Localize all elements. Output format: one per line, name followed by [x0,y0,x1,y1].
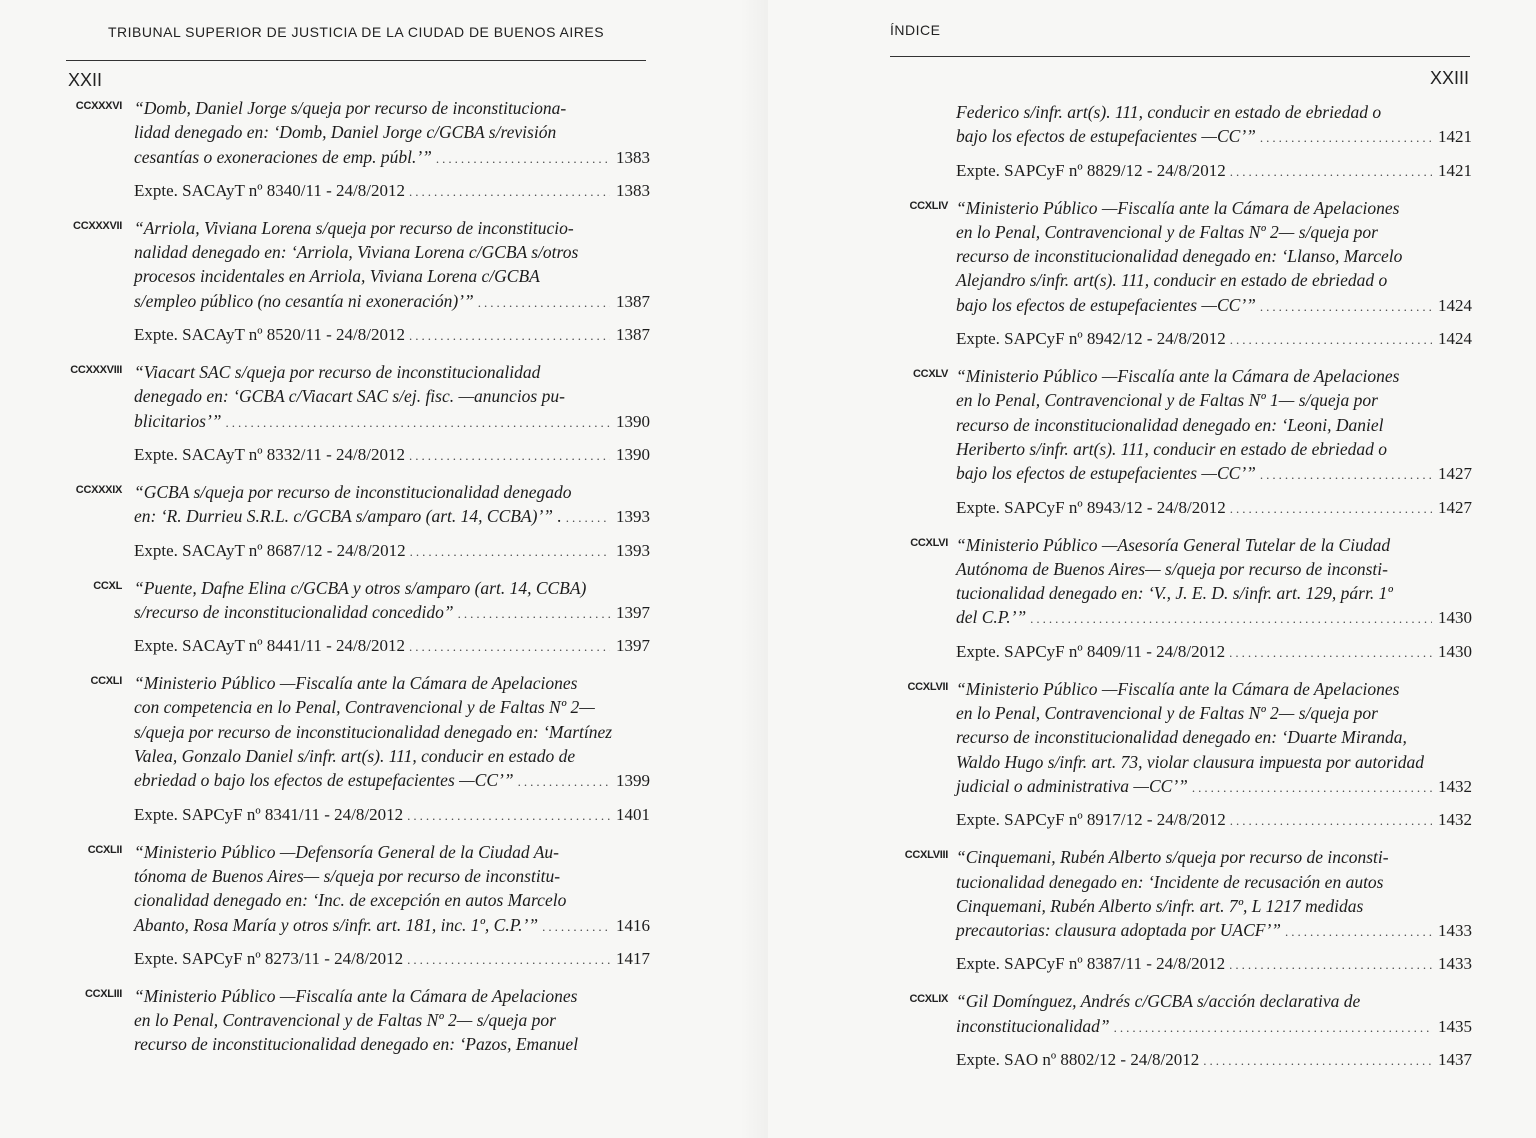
entry-title-line: “Ministerio Público —Fiscalía ante la Cámara de Apelaciones [956,366,1400,387]
entry-title-last-line [956,605,1472,631]
entry-spacer [894,184,1472,196]
entry-title-line: Federico s/infr. art(s). 111, conducir en estado de ebriedad o [956,102,1382,122]
entry-title-line: s/queja por recurso de inconstitucionalidad denegado en: ‘Martínez [134,721,613,742]
entry-title-line: procesos incidentales en Arriola, Viviana Lorena c/GCBA [134,266,540,287]
dot-leader [1230,497,1432,521]
entry-title-line: “Cinquemani, Rubén Alberto s/queja por recurso de inconsti- [956,847,1389,868]
entry-title-last-line [956,461,1472,487]
entry-title [134,671,650,794]
entry-title-last-text: blicitarios’” [134,410,222,431]
entry-spacer [66,1057,650,1069]
entry-title-line: “GCBA s/queja por recurso de inconstitucionalidad denegado [134,481,572,502]
entry-title-last-text: en: ‘R. Durrieu S.R.L. c/GCBA s/amparo (art. 14, CCBA)’” . [134,506,562,527]
entry-title-last-line [134,289,650,315]
expte-line [134,803,650,828]
expte-reference [134,539,650,564]
index-entry [66,671,650,827]
entry-title-last-text: del C.P.’” [956,607,1027,628]
dot-leader [1114,1016,1432,1040]
header-rule-left [66,60,646,61]
expte-text: Expte. SAPCyF nº 8942/12 - 24/8/2012 [956,329,1226,349]
dot-leader [1192,776,1432,800]
expte-page-number: 1397 [616,636,650,656]
expte-reference [134,947,650,972]
expte-line [956,327,1472,352]
entry-title [134,480,650,531]
entry-spacer [66,564,650,576]
entry-title-last-text: bajo los efectos de estupefacientes —CC’” [956,126,1256,147]
expte-text: Expte. SAPCyF nº 8409/11 - 24/8/2012 [956,641,1226,661]
entry-title-last-page-number: 1390 [616,411,650,431]
expte-line [134,179,650,204]
entry-title-line: “Puente, Dafne Elina c/GCBA y otros s/amparo (art. 14, CCBA) [134,577,587,598]
entry-title [956,845,1472,944]
entry-roman-numeral: CCXLVIII [904,849,948,862]
expte-text: Expte. SAO nº 8802/12 - 24/8/2012 [956,1050,1200,1070]
expte-text: Expte. SAPCyF nº 8387/11 - 24/8/2012 [956,954,1226,974]
entry-title-line: en lo Penal, Contravencional y de Faltas Nº 2— s/queja por [134,1010,556,1031]
expte-text: Expte. SACAyT nº 8441/11 - 24/8/2012 [134,636,405,656]
dot-leader [1285,920,1432,944]
dot-leader [409,635,610,659]
expte-line [134,323,650,348]
entry-roman-numeral: CCXLIV [909,199,948,212]
entry-title [134,984,650,1057]
entry-title-line: cionalidad denegado en: ‘Inc. de excepción en autos Marcelo [134,890,567,911]
entry-roman-numeral: CCXXXVIII [70,364,122,377]
index-entry [894,677,1472,833]
dot-leader [1203,1049,1432,1073]
expte-page-number: 1430 [1438,641,1472,661]
entry-title-last-page-number: 1387 [616,291,650,311]
entry-title-last-page-number: 1432 [1438,776,1472,796]
dot-leader [478,291,610,315]
entry-title-line: “Ministerio Público —Fiscalía ante la Cámara de Apelaciones [956,197,1400,218]
expte-line [134,947,650,972]
index-entries-left [66,96,650,1069]
index-entry [66,480,650,564]
expte-page-number: 1387 [616,325,650,345]
expte-text: Expte. SAPCyF nº 8273/11 - 24/8/2012 [134,948,404,968]
dot-leader [409,180,610,204]
page-number-left: XXII [68,70,103,90]
entry-title-line: tucionalidad denegado en: ‘Incidente de recusación en autos [956,871,1384,892]
entry-roman-numeral: CCXXXVI [75,100,122,112]
expte-line [956,640,1472,665]
entry-title-last-line [956,293,1472,319]
entry-title-last-line [956,1014,1472,1040]
expte-reference [134,323,650,348]
expte-line [956,496,1472,521]
entry-title [134,840,650,939]
entry-roman-numeral: CCXXXIX [75,483,122,496]
entry-title [956,533,1472,632]
expte-text: Expte. SACAyT nº 8340/11 - 24/8/2012 [134,180,405,200]
entry-title-line: Valea, Gonzalo Daniel s/infr. art(s). 111, conducir en estado de [134,746,576,767]
expte-reference [956,496,1472,521]
entry-spacer [894,665,1472,677]
expte-page-number: 1417 [616,948,650,968]
index-entry [66,96,650,204]
entry-roman-numeral: CCXLII [87,843,122,856]
entry-title-last-line [956,918,1472,944]
entry-spacer [894,977,1472,989]
expte-page-number: 1437 [1438,1050,1472,1070]
entry-title-line: con competencia en lo Penal, Contravencional y de Faltas Nº 2— [134,697,595,718]
entry-roman-numeral: CCXLIII [84,987,122,1000]
dot-leader [1260,295,1432,319]
entry-title-last-text: bajo los efectos de estupefacientes —CC’” [956,463,1256,484]
expte-line [956,952,1472,977]
expte-text: Expte. SACAyT nº 8687/12 - 24/8/2012 [134,540,406,560]
entry-title-last-text: s/recurso de inconstitucionalidad concedido” [134,601,454,622]
entry-roman-numeral: CCXL [93,579,122,592]
entry-spacer [66,659,650,671]
expte-reference [956,808,1472,833]
expte-page-number: 1390 [616,444,650,464]
entry-roman-numeral: CCXLIX [909,993,948,1006]
entry-title-line: recurso de inconstitucionalidad denegado en: ‘Duarte Miranda, [956,727,1407,748]
index-entry [66,360,650,468]
expte-line [134,539,650,564]
expte-line [956,159,1472,184]
entry-title-line: “Ministerio Público —Defensoría General de la Ciudad Au- [134,841,559,862]
entry-title [134,576,650,627]
entry-roman-numeral: CCXLVI [910,536,948,549]
entry-title-line: nalidad denegado en: ‘Arriola, Viviana Lorena c/GCBA s/otros [134,242,579,263]
entry-title-last-page-number: 1433 [1438,921,1472,941]
entry-title-line: “Ministerio Público —Fiscalía ante la Cámara de Apelaciones [134,673,578,694]
entry-spacer [894,521,1472,533]
entry-title-line: recurso de inconstitucionalidad denegado en: ‘Leoni, Daniel [956,414,1384,435]
entry-title-last-line [134,145,650,171]
expte-reference [134,443,650,468]
index-entries-right [894,100,1472,1085]
expte-line [134,443,650,468]
entry-title [956,989,1472,1040]
expte-page-number: 1383 [616,180,650,200]
entry-title-last-line [134,768,650,794]
dot-leader [407,804,610,828]
entry-title-last-page-number: 1435 [1438,1016,1472,1036]
entry-title-line: “Arriola, Viviana Lorena s/queja por recurso de inconstitucio- [134,217,574,238]
running-header-right: ÍNDICE [890,22,941,38]
entry-spacer [66,468,650,480]
entry-title-line: en lo Penal, Contravencional y de Faltas Nº 2— s/queja por [956,221,1378,242]
entry-roman-numeral: CCXXXVII [73,219,122,232]
entry-title-last-text: s/empleo público (no cesantía ni exoneración)’” [134,290,474,311]
dot-leader [1230,328,1432,352]
entry-title-last-page-number: 1421 [1438,127,1472,147]
index-entry [894,196,1472,352]
entry-title-line: “Ministerio Público —Fiscalía ante la Cámara de Apelaciones [134,985,578,1006]
expte-page-number: 1393 [616,540,650,560]
entry-title-line: Heriberto s/infr. art(s). 111, conducir en estado de ebriedad o [956,438,1387,459]
entry-title-last-page-number: 1430 [1438,608,1472,628]
dot-leader [566,506,610,530]
entry-title-last-text: precautorias: clausura adoptada por UACF’” [956,920,1282,941]
entry-spacer [66,828,650,840]
entry-title-last-text: Abanto, Rosa María y otros s/infr. art. 181, inc. 1º, C.P.’” [134,914,539,935]
entry-title-last-page-number: 1383 [616,147,650,167]
entry-title-last-page-number: 1424 [1438,295,1472,315]
entry-title-last-text: judicial o administrativa —CC’” [956,775,1188,796]
expte-page-number: 1424 [1438,329,1472,349]
entry-title [956,196,1472,319]
expte-text: Expte. SACAyT nº 8520/11 - 24/8/2012 [134,325,405,345]
expte-reference [956,640,1472,665]
entry-title-last-text: inconstitucionalidad” [956,1015,1110,1036]
entry-title [956,100,1472,151]
dot-leader [407,948,610,972]
expte-reference [134,634,650,659]
entry-title-line: en lo Penal, Contravencional y de Faltas Nº 2— s/queja por [956,703,1378,724]
entry-title-line: recurso de inconstitucionalidad denegado en: ‘Pazos, Emanuel [134,1034,579,1055]
expte-line [134,634,650,659]
right-page [768,0,1536,1138]
entry-title-last-page-number: 1427 [1438,464,1472,484]
entry-title-line: Cinquemani, Rubén Alberto s/infr. art. 7º, L 1217 medidas [956,895,1364,916]
entry-roman-numeral: CCXLVII [907,680,948,693]
expte-line [956,1048,1472,1073]
dot-leader [1230,809,1432,833]
entry-title-last-page-number: 1393 [616,507,650,527]
dot-leader [458,602,610,626]
entry-title [956,677,1472,800]
entry-title-line: recurso de inconstitucionalidad denegado en: ‘Llanso, Marcelo [956,246,1403,267]
index-entry [66,576,650,660]
entry-title-line: “Ministerio Público —Asesoría General Tutelar de la Ciudad [956,534,1391,555]
dot-leader [1229,641,1432,665]
entry-title-last-line [956,774,1472,800]
entry-spacer [66,972,650,984]
expte-text: Expte. SAPCyF nº 8943/12 - 24/8/2012 [956,497,1226,517]
entry-title-line: denegado en: ‘GCBA c/Viacart SAC s/ej. fisc. —anuncios pu- [134,386,565,407]
entry-title-last-line [134,409,650,435]
page-number-right: XXIII [1430,68,1470,88]
expte-reference [956,952,1472,977]
dot-leader [1030,607,1432,631]
entry-title-last-line [134,913,650,939]
expte-page-number: 1432 [1438,810,1472,830]
dot-leader [518,770,610,794]
entry-title-line: Autónoma de Buenos Aires— s/queja por recurso de inconsti- [956,558,1388,579]
entry-title-line: tucionalidad denegado en: ‘V., J. E. D. s/infr. art. 129, párr. 1º [956,583,1393,604]
entry-roman-numeral: CCXLI [90,675,122,688]
entry-title-last-page-number: 1397 [616,602,650,622]
index-entry [894,989,1472,1073]
entry-spacer [894,352,1472,364]
expte-text: Expte. SACAyT nº 8332/11 - 24/8/2012 [134,444,405,464]
index-entry [894,845,1472,977]
expte-line [956,808,1472,833]
entry-title-last-page-number: 1416 [616,915,650,935]
dot-leader [1260,463,1432,487]
expte-page-number: 1427 [1438,497,1472,517]
index-entry [894,364,1472,520]
expte-reference [134,179,650,204]
index-entry [66,984,650,1057]
dot-leader [409,444,610,468]
entry-title-last-text: cesantías o exoneraciones de emp. públ.’” [134,146,432,167]
header-rule-right [890,56,1470,57]
expte-page-number: 1421 [1438,160,1472,180]
index-entry [66,840,650,972]
entry-title-last-text: ebriedad o bajo los efectos de estupefacientes —CC’” [134,770,514,791]
entry-title-last-line [134,504,650,530]
expte-text: Expte. SAPCyF nº 8917/12 - 24/8/2012 [956,810,1226,830]
entry-spacer [66,204,650,216]
dot-leader [542,915,610,939]
dot-leader [226,411,610,435]
entry-title-line: “Viacart SAC s/queja por recurso de inconstitucionalidad [134,362,541,383]
entry-title-line: “Gil Domínguez, Andrés c/GCBA s/acción declarativa de [956,991,1361,1012]
entry-title-line: tónoma de Buenos Aires— s/queja por recurso de inconstitu- [134,865,561,886]
expte-text: Expte. SAPCyF nº 8341/11 - 24/8/2012 [134,804,404,824]
entry-title-line: Alejandro s/infr. art(s). 111, conducir en estado de ebriedad o [956,270,1388,291]
entry-title-line: “Ministerio Público —Fiscalía ante la Cámara de Apelaciones [956,678,1400,699]
entry-spacer [66,348,650,360]
entry-spacer [894,833,1472,845]
expte-page-number: 1433 [1438,954,1472,974]
dot-leader [410,540,610,564]
expte-page-number: 1401 [616,804,650,824]
expte-text: Expte. SAPCyF nº 8829/12 - 24/8/2012 [956,160,1226,180]
expte-reference [956,1048,1472,1073]
entry-title [134,216,650,315]
entry-title-line: en lo Penal, Contravencional y de Faltas Nº 1— s/queja por [956,390,1378,411]
running-header-left: TRIBUNAL SUPERIOR DE JUSTICIA DE LA CIUDAD DE BUENOS AIRES [108,24,605,40]
entry-title-last-line [956,124,1472,150]
continuation-entry [894,100,1472,184]
dot-leader [1230,160,1432,184]
entry-roman-numeral: CCXLV [913,368,948,381]
entry-title-line: Waldo Hugo s/infr. art. 73, violar clausura impuesta por autoridad [956,751,1424,772]
expte-reference [134,803,650,828]
dot-leader [436,147,610,171]
dot-leader [1260,126,1432,150]
entry-title-line: lidad denegado en: ‘Domb, Daniel Jorge c/GCBA s/revisión [134,122,557,143]
expte-reference [956,159,1472,184]
entry-spacer [894,1073,1472,1085]
entry-title [134,96,650,171]
entry-title-last-line [134,600,650,626]
entry-title-last-text: bajo los efectos de estupefacientes —CC’” [956,294,1256,315]
index-entry [66,216,650,348]
dot-leader [409,324,610,348]
entry-title [134,360,650,435]
entry-title [956,364,1472,487]
dot-leader [1229,953,1432,977]
expte-reference [956,327,1472,352]
entry-title-line: “Domb, Daniel Jorge s/queja por recurso de inconstituciona- [134,98,567,118]
entry-title-last-page-number: 1399 [616,771,650,791]
index-entry [894,533,1472,665]
